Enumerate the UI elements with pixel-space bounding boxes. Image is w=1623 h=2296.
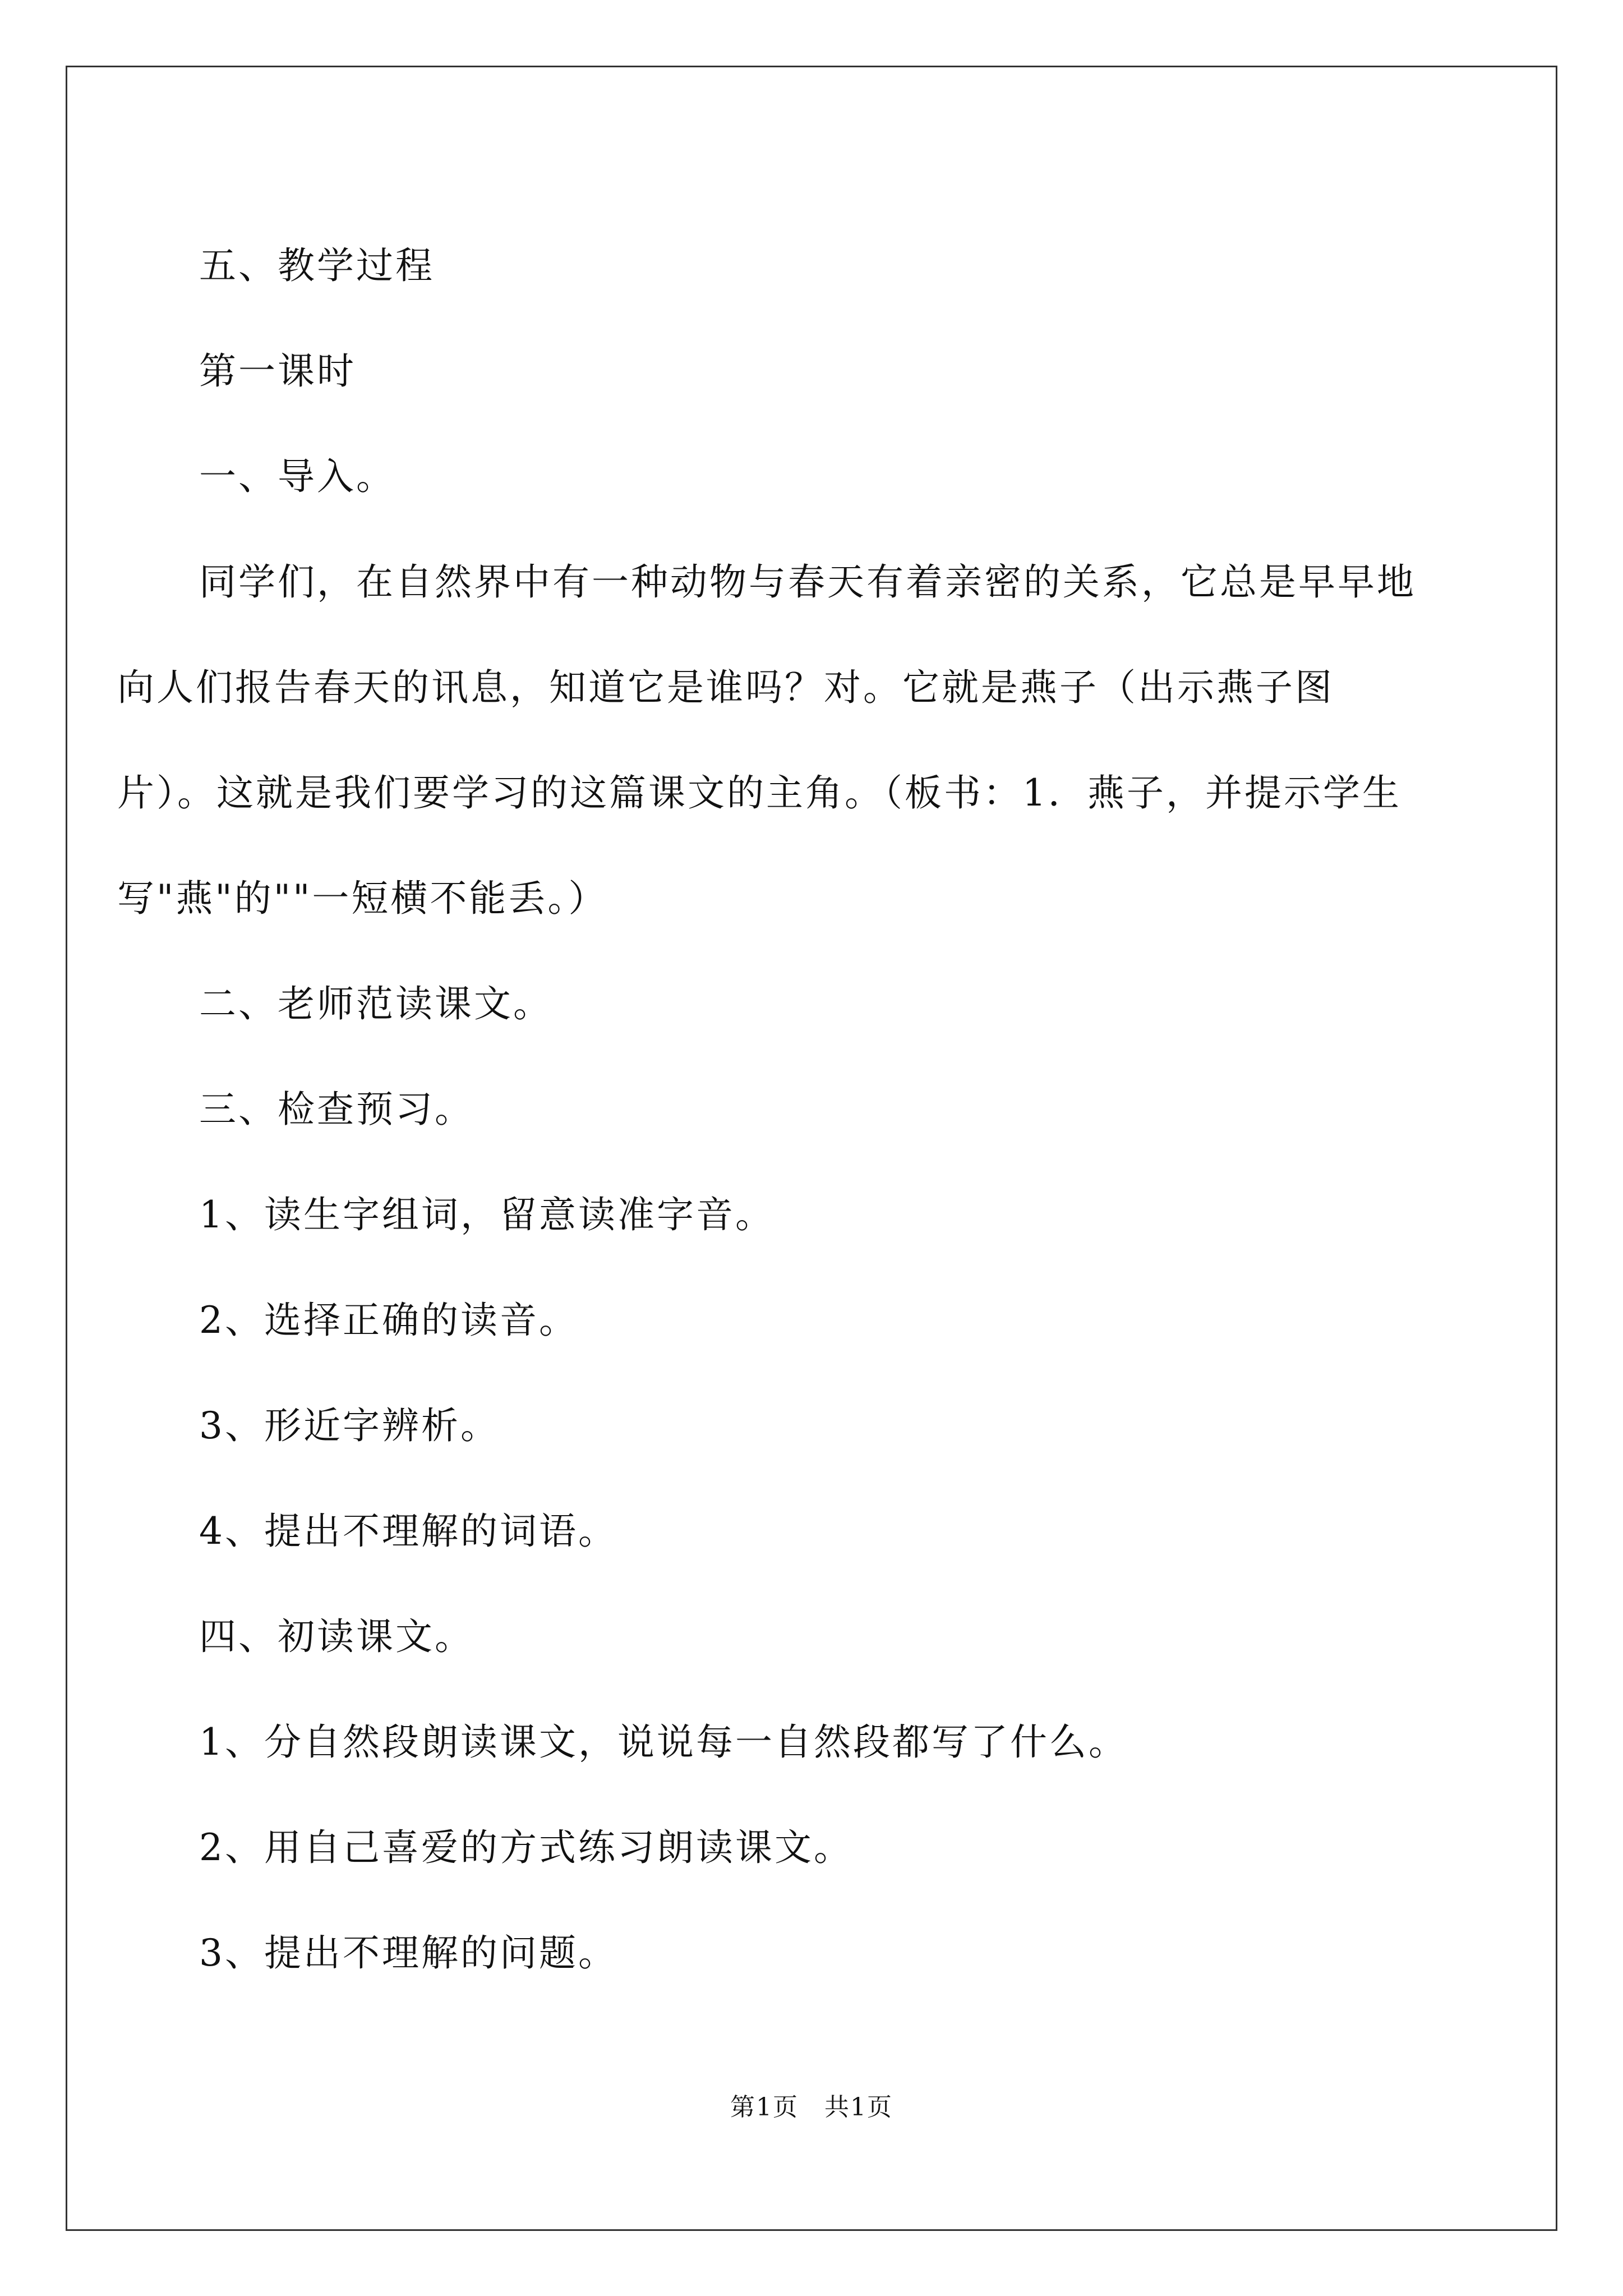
heading-teaching-process: 五、教学过程 xyxy=(199,244,435,287)
heading-check-preview: 三、检查预习。 xyxy=(199,1088,474,1131)
list-item: 1、分自然段朗读课文，说说每一自然段都写了什么。 xyxy=(199,1720,1128,1764)
heading-teacher-reading: 二、老师范读课文。 xyxy=(199,982,552,1025)
heading-first-reading: 四、初读课文。 xyxy=(199,1615,474,1658)
list-item: 3、形近字辨析。 xyxy=(199,1404,500,1447)
page-number: 第1页 共1页 xyxy=(730,2093,893,2122)
heading-introduction: 一、导入。 xyxy=(199,455,395,498)
list-item: 3、提出不理解的问题。 xyxy=(199,1931,617,1975)
list-item: 4、提出不理解的词语。 xyxy=(199,1510,617,1553)
list-item: 2、选择正确的读音。 xyxy=(199,1299,578,1342)
document-body xyxy=(117,213,1433,2006)
list-item: 1、读生字组词，留意读准字音。 xyxy=(199,1193,774,1236)
list-item: 2、用自己喜爱的方式练习朗读课文。 xyxy=(199,1826,853,1869)
paragraph-introduction: 同学们，在自然界中有一种动物与春天有着亲密的关系，它总是早早地向人们报告春天的讯息，知道它是谁吗？对。它就是燕子（出示燕子图片）。这就是我们要学习的这篇课文的主角。（板书：1．燕子，并提示学生写"燕"的""一短横不能丢。） xyxy=(117,560,1416,920)
heading-first-lesson: 第一课时 xyxy=(199,349,356,393)
